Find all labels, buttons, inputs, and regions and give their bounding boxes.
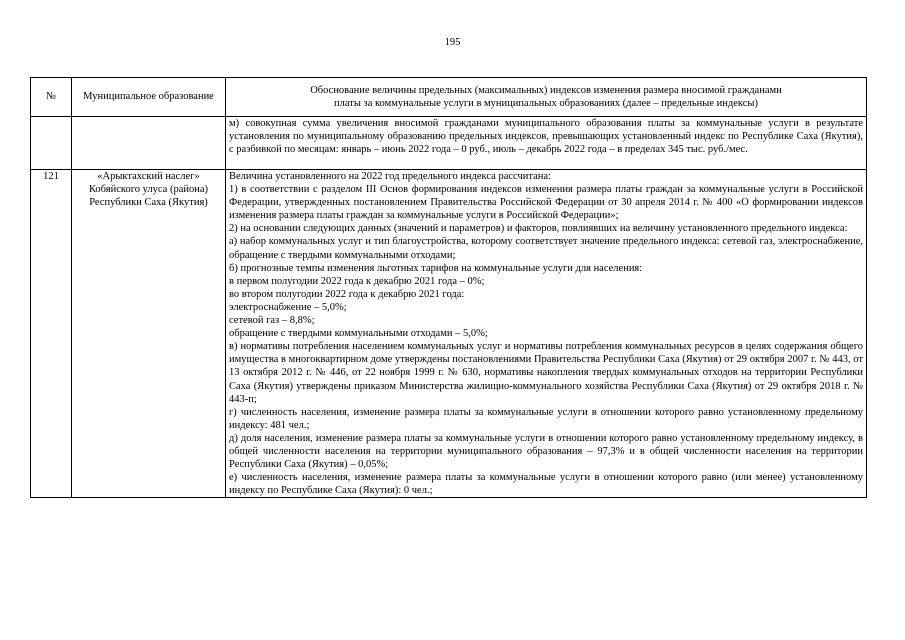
cell-justification [226,170,867,498]
header-number: № [31,78,72,117]
header-justification [226,78,867,117]
header-municipality: Муниципальное образование [72,78,226,117]
page-number: 195 [444,37,461,48]
header-justification-line1: Обоснование величины предельных (максимальных) индексов изменения размера вносимой гражданами [310,84,782,96]
cell-number: 121 [31,170,72,498]
cell-municipality [72,117,226,170]
paragraph-intro: Величина установленного на 2022 год предельного индекса рассчитана: [229,171,551,182]
header-justification-line2: платы за коммунальные услуги в муниципальных образованиях (далее – предельные индексы) [334,98,758,109]
paragraph-1: 1) в соответствии с разделом III Основ формирования индексов изменения размера платы граждан за коммунальные услуги в Российской Федерации, утвержденных постановлением Правительства Российской Федерации от 30 апреля 2014 г. № 400 «О формировании индексов изменения размера платы граждан за коммунальные услуги в Российской Федерации»; [229,184,863,222]
paragraph-second-half: во втором полугодии 2022 года к декабрю 2021 года: [229,288,465,300]
paragraph-g: г) численность населения, изменение размера платы за коммунальные услуги в отношении которого равно установленному предельному индексу: 481 чел.; [229,406,863,431]
table-row-121 [31,170,867,498]
cell-number [31,117,72,170]
paragraph-v: в) нормативы потребления населением коммунальных услуг и нормативы потребления коммунальных ресурсов в целях содержания общего имущества в многоквартирном доме утверждены постановлениями Правительства Республики Саха (Якутия) от 29 октября 2007 г. № 443, от 13 октября 2012 г. № 446, от 22 ноября 1999 г. № 630, нормативы накопления твердых коммунальных отходов на территории Республики Саха (Якутия) утверждены приказом Министерства жилищно-коммунального хозяйства Республики Саха (Якутия) от 29 октября 2018 г. № 443-п; [229,341,863,405]
paragraph-2: 2) на основании следующих данных (значений и параметров) и факторов, повлиявших на величину установленного предельного индекса: [229,223,848,235]
paragraph-d: д) доля населения, изменение размера платы за коммунальные услуги в отношении которого равно установленному предельному индексу, в общей численности населения на территории муниципального образования – 97,3% и в общей численности населения на территории Республики Саха (Якутия) – 0,05%; [229,432,863,471]
table-header-row [31,78,867,117]
paragraph-b: б) прогнозные темпы изменения льготных тарифов на коммунальные услуги для населения: [229,262,643,274]
table-row-continuation [31,117,867,170]
paragraph-e: е) численность населения, изменение размера платы за коммунальные услуги в отношении которого равно (или менее) установленному индексу по Республике Саха (Якутия): 0 чел.; [229,472,863,497]
cell-justification: м) совокупная сумма увеличения вносимой гражданами муниципального образования платы за коммунальные услуги в результате установления по муниципальному образованию предельных индексов, превышающих установленный индекс по Республике Саха (Якутия), с разбивкой по месяцам: январь – июнь 2022 года – 0 руб., июль – декабрь 2022 года – в пределах 345 тыс. руб./мес. [226,117,867,170]
indices-table [30,77,867,498]
paragraph-waste: обращение с твердыми коммунальными отходами – 5,0%; [229,328,488,340]
paragraph-gas: сетевой газ – 8,8%; [229,315,315,327]
paragraph-a: а) набор коммунальных услуг и тип благоустройства, которому соответствует значение предельного индекса: сетевой газ, электроснабжение, обращение с твердыми коммунальными отходами; [229,236,863,261]
paragraph-first-half: в первом полугодии 2022 года к декабрю 2021 года – 0%; [229,275,485,287]
paragraph-electricity: электроснабжение – 5,0%; [229,301,347,313]
cell-municipality: «Арыктахский наслег» Кобяйского улуса (района) Республики Саха (Якутия) [72,170,226,498]
